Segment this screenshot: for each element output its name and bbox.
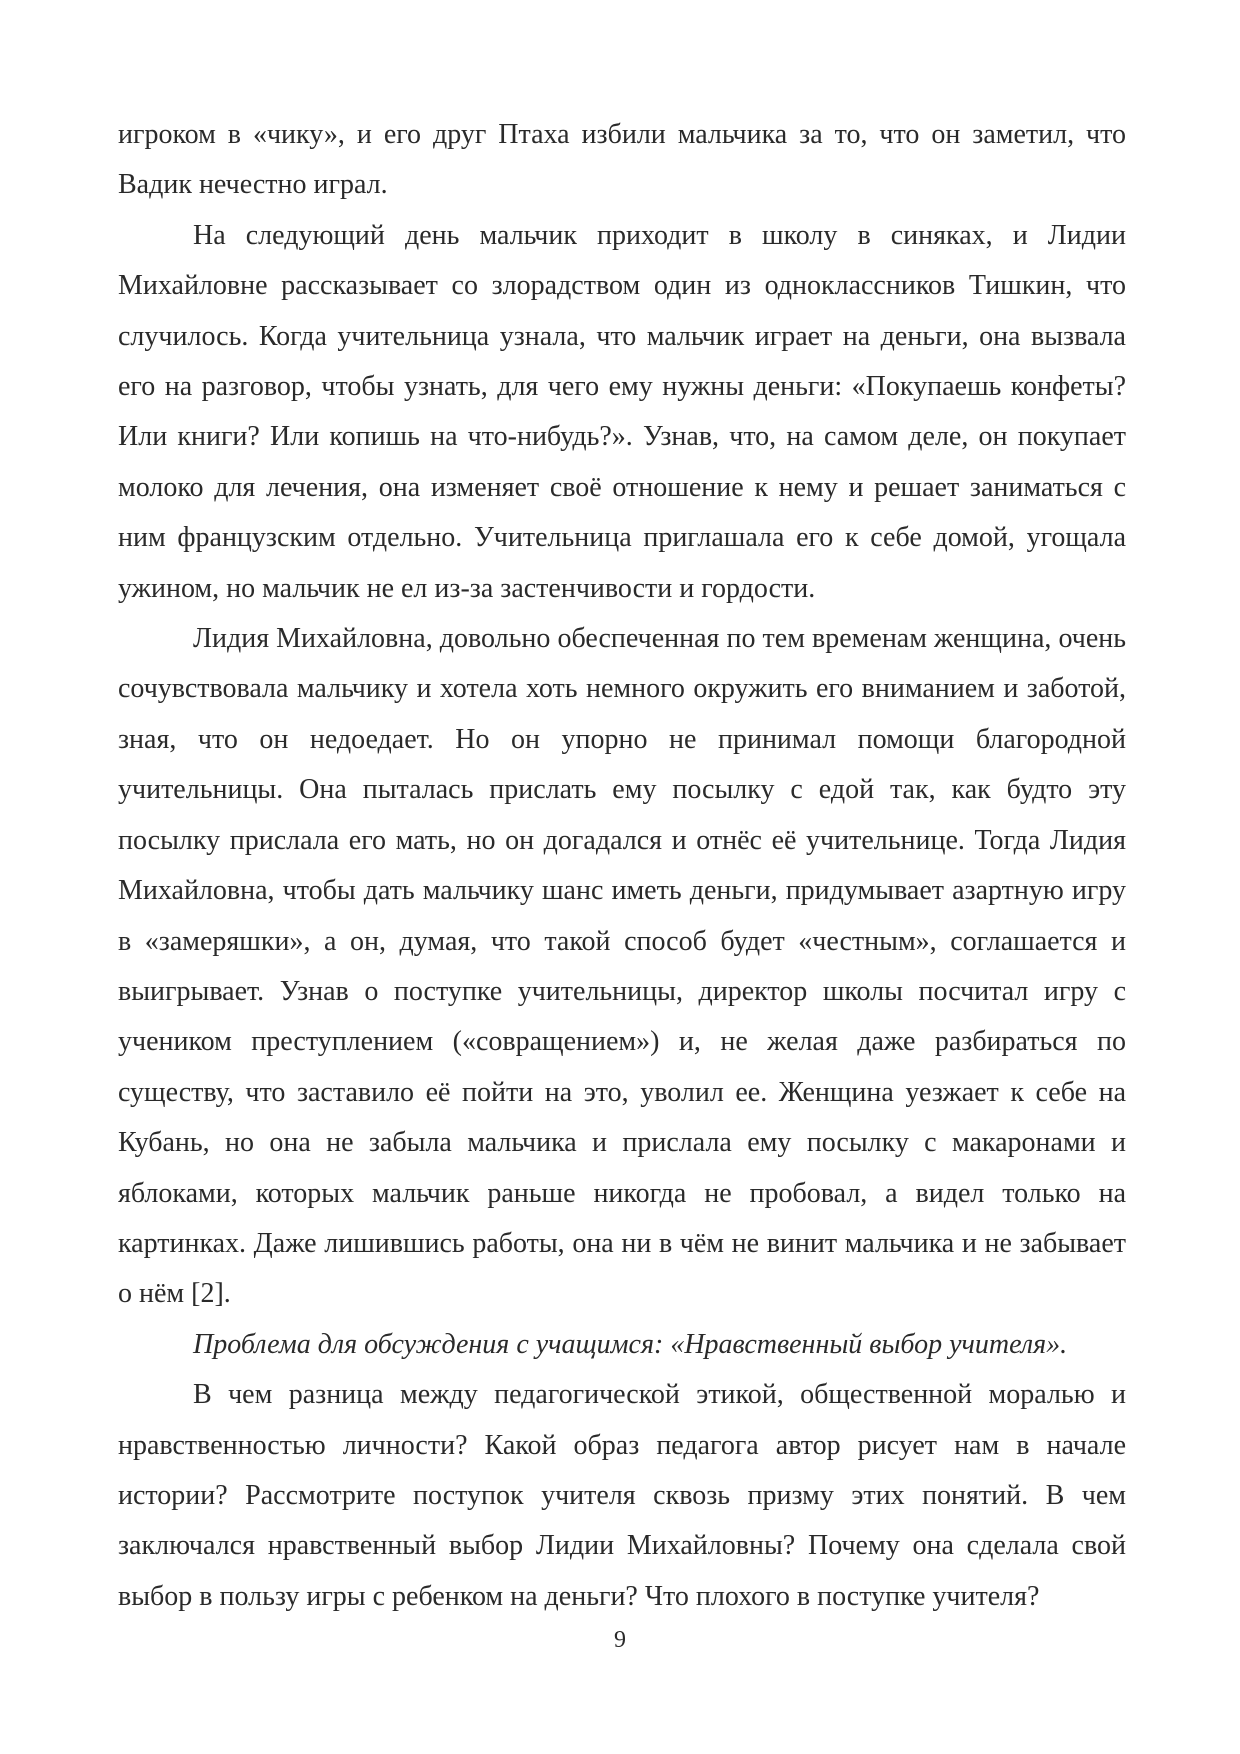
discussion-problem-heading: Проблема для обсуждения с учащимся: «Нравственный выбор учителя». <box>193 1328 1068 1360</box>
document-body <box>118 110 1126 1622</box>
paragraph-discussion-questions: В чем разница между педагогической этикой, общественной моралью и нравственностью личности? Какой образ педагога автор рисует нам в начале истории? Рассмотрите поступок учителя сквозь призму этих понятий. В чем заключался нравственный выбор Лидии Михайловны? Почему она сделала свой выбор в пользу игры с ребенком на деньги? Что плохого в поступке учителя? <box>118 1379 1126 1612</box>
paragraph-lidia-mikhailovna: Лидия Михайловна, довольно обеспеченная по тем временам женщина, очень сочувствовала мальчику и хотела хоть немного окружить его вниманием и заботой, зная, что он недоедает. Но он упорно не принимал помощи благородной учительницы. Она пыталась прислать ему посылку с едой так, как будто эту посылку прислала его мать, но он догадался и отнёс её учительнице. Тогда Лидия Михайловна, чтобы дать мальчику шанс иметь деньги, придумывает азартную игру в «замеряшки», а он, думая, что такой способ будет «честным», соглашается и выигрывает. Узнав о поступке учительницы, директор школы посчитал игру с учеником преступлением («совращением») и, не желая даже разбираться по существу, что заставило её пойти на это, уволил ее. Женщина уезжает к себе на Кубань, но она не забыла мальчика и прислала ему посылку с макаронами и яблоками, которых мальчик раньше никогда не пробовал, а видел только на картинках. Даже лишившись работы, она ни в чём не винит мальчика и не забывает о нём [2]. <box>118 623 1126 1310</box>
paragraph-continuation: игроком в «чику», и его друг Птаха избили мальчика за то, что он заметил, что Вадик нечестно играл. <box>118 119 1126 201</box>
paragraph-next-day: На следующий день мальчик приходит в школу в синяках, и Лидии Михайловне рассказывает со злорадством один из одноклассников Тишкин, что случилось. Когда учительница узнала, что мальчик играет на деньги, она вызвала его на разговор, чтобы узнать, для чего ему нужны деньги: «Покупаешь конфеты? Или книги? Или копишь на что-нибудь?». Узнав, что, на самом деле, он покупает молоко для лечения, она изменяет своё отношение к нему и решает заниматься с ним французским отдельно. Учительница приглашала его к себе домой, угощала ужином, но мальчик не ел из-за застенчивости и гордости. <box>118 219 1126 604</box>
page-number: 9 <box>614 1627 626 1653</box>
